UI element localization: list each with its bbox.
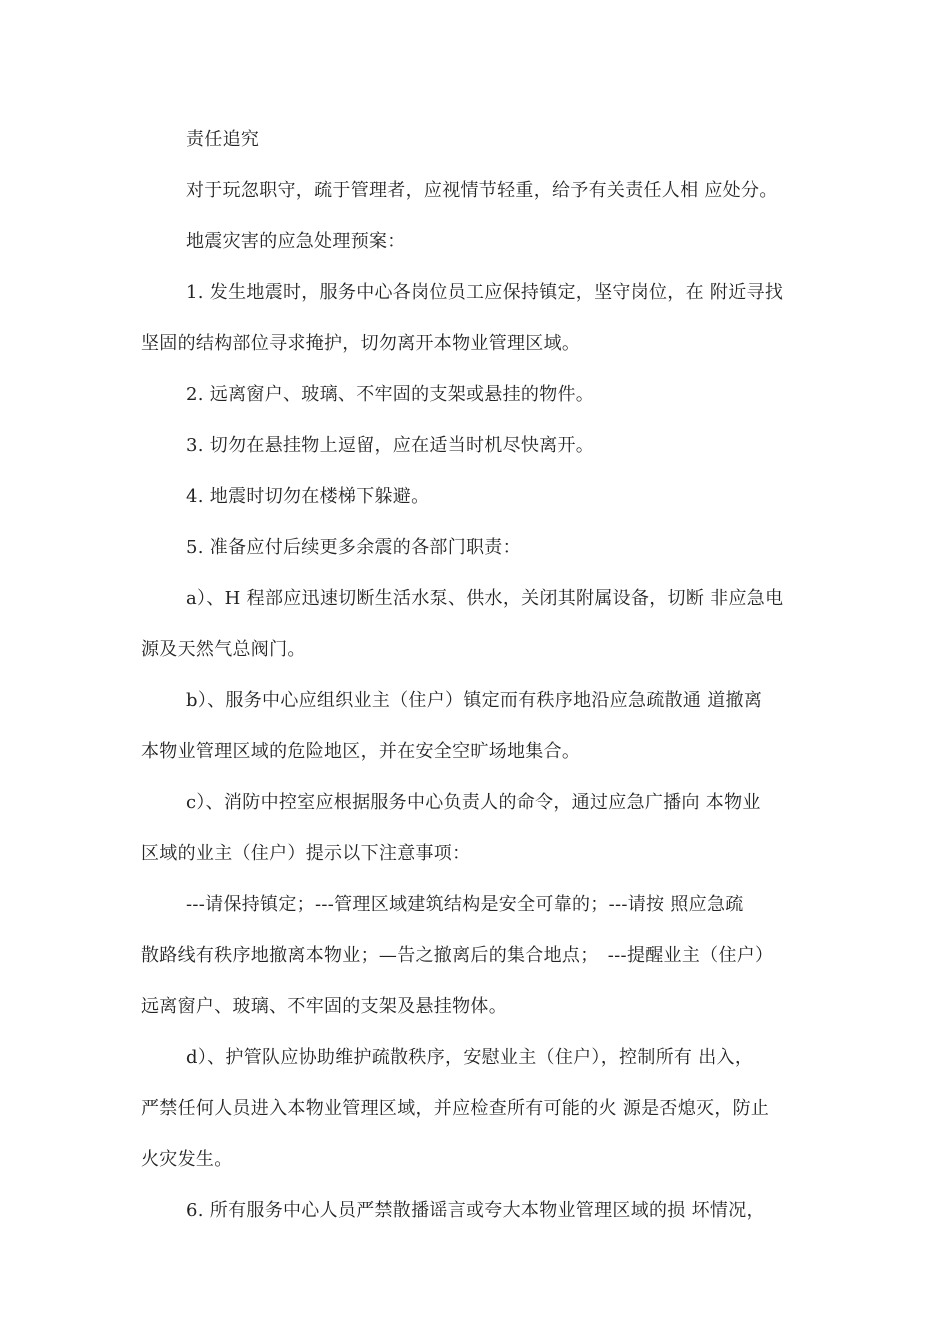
notice-line-3: 远离窗户、玻璃、不牢固的支架及悬挂物体。 [141, 996, 507, 1017]
sub-item-c-cont: 区域的业主（住户）提示以下注意事项： [141, 843, 471, 864]
list-item-6: 6. 所有服务中心人员严禁散播谣言或夸大本物业管理区域的损 坏情况， [186, 1200, 765, 1221]
sub-item-d-cont-2: 火灾发生。 [141, 1149, 233, 1170]
notice-line-2: 散路线有秩序地撤离本物业；—告之撤离后的集合地点； ---提醒业主（住户） [141, 945, 774, 966]
sub-item-b: b）、服务中心应组织业主（住户）镇定而有秩序地沿应急疏散通 道撤离 [186, 690, 763, 711]
section-heading: 责任追究 [186, 129, 260, 150]
list-item-1: 1. 发生地震时，服务中心各岗位员工应保持镇定，坚守岗位，在 附近寻找 [186, 282, 784, 303]
paragraph-line: 对于玩忽职守，疏于管理者，应视情节轻重，给予有关责任人相 应处分。 [186, 180, 778, 201]
list-item-4: 4. 地震时切勿在楼梯下躲避。 [186, 486, 430, 507]
plan-heading: 地震灾害的应急处理预案： [186, 231, 406, 252]
sub-item-a-cont: 源及天然气总阀门。 [141, 639, 306, 660]
list-item-5: 5. 准备应付后续更多余震的各部门职责： [186, 537, 521, 558]
list-item-3: 3. 切勿在悬挂物上逗留，应在适当时机尽快离开。 [186, 435, 595, 456]
sub-item-a: a）、H 程部应迅速切断生活水泵、供水，关闭其附属设备，切断 非应急电 [186, 588, 784, 609]
list-item-2: 2. 远离窗户、玻璃、不牢固的支架或悬挂的物件。 [186, 384, 595, 405]
notice-line-1: ---请保持镇定；---管理区域建筑结构是安全可靠的；---请按 照应急疏 [186, 894, 744, 915]
document-body [141, 120, 821, 1242]
sub-item-d: d）、护管队应协助维护疏散秩序，安慰业主（住户），控制所有 出入， [186, 1047, 754, 1068]
list-item-1-cont: 坚固的结构部位寻求掩护，切勿离开本物业管理区域。 [141, 333, 581, 354]
sub-item-b-cont: 本物业管理区域的危险地区，并在安全空旷场地集合。 [141, 741, 581, 762]
sub-item-d-cont-1: 严禁任何人员进入本物业管理区域，并应检查所有可能的火 源是否熄灭，防止 [141, 1098, 770, 1119]
sub-item-c: c）、消防中控室应根据服务中心负责人的命令，通过应急广播向 本物业 [186, 792, 761, 813]
